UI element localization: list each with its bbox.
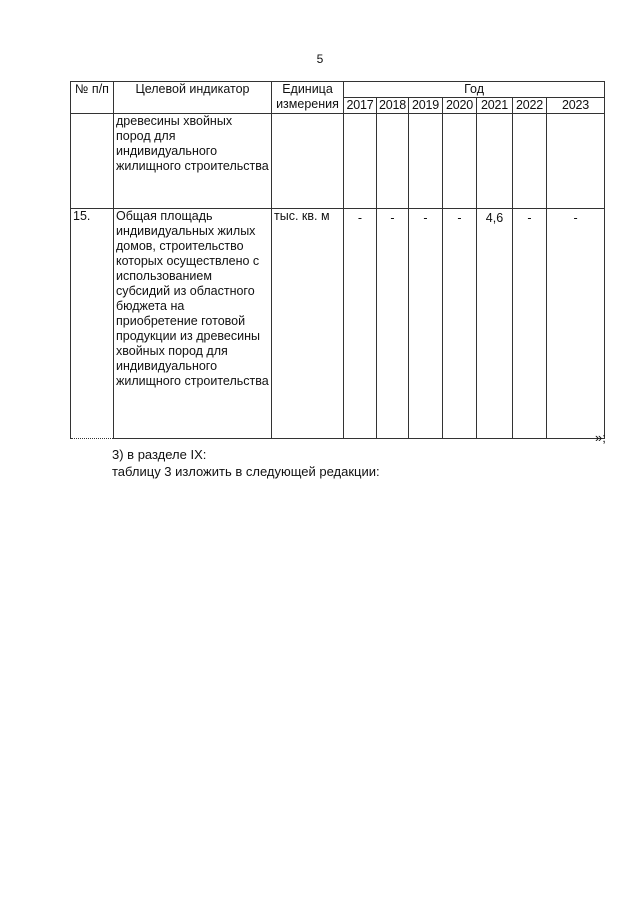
row-value: - <box>443 209 477 439</box>
row-num <box>71 114 114 209</box>
page-number: 5 <box>316 52 324 66</box>
section-reference: 3) в разделе IX: <box>112 447 207 462</box>
row-value: - <box>409 209 443 439</box>
row-indicator: древесины хвойных пород для индивидуального жилищного строительства <box>114 114 272 209</box>
row-value <box>547 114 605 209</box>
row-value <box>477 114 513 209</box>
header-year: 2022 <box>513 98 547 114</box>
indicator-table <box>70 81 605 439</box>
closing-quote-mark: »; <box>595 430 606 445</box>
row-value: - <box>513 209 547 439</box>
row-value <box>409 114 443 209</box>
row-value: - <box>344 209 377 439</box>
header-unit: Единица измерения <box>272 82 344 114</box>
header-year: 2023 <box>547 98 605 114</box>
header-year: 2018 <box>377 98 409 114</box>
header-year: 2021 <box>477 98 513 114</box>
row-num: 15. <box>71 209 114 439</box>
header-year: 2017 <box>344 98 377 114</box>
row-value: - <box>547 209 605 439</box>
row-unit <box>272 114 344 209</box>
instruction-text: таблицу 3 изложить в следующей редакции: <box>112 464 380 479</box>
header-year: 2019 <box>409 98 443 114</box>
header-indicator: Целевой индикатор <box>114 82 272 114</box>
row-value: - <box>377 209 409 439</box>
row-value: 4,6 <box>477 209 513 439</box>
header-num: № п/п <box>71 82 114 114</box>
row-value <box>344 114 377 209</box>
header-year-group: Год <box>344 82 605 98</box>
table-row <box>71 209 605 439</box>
row-value <box>377 114 409 209</box>
row-unit: тыс. кв. м <box>272 209 344 439</box>
table-row <box>71 114 605 209</box>
row-indicator: Общая площадь индивидуальных жилых домов, строительство которых осуществлено с использованием субсидий из областного бюджета на приобретение готовой продукции из древесины хвойных пород для индивидуального жилищного строительства <box>114 209 272 439</box>
row-value <box>443 114 477 209</box>
header-row-top <box>71 82 605 98</box>
header-year: 2020 <box>443 98 477 114</box>
row-value <box>513 114 547 209</box>
